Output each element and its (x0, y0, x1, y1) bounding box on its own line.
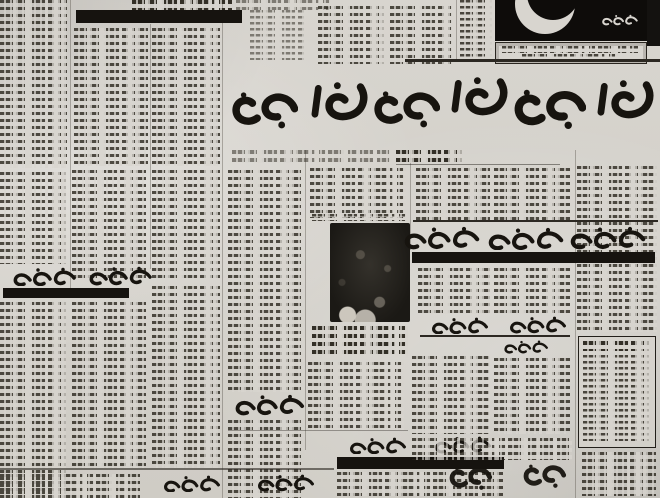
bottom-left-calligraphy (145, 474, 330, 492)
body-text-column (310, 168, 406, 218)
body-text-column (0, 0, 67, 168)
headline-underbar (3, 288, 129, 298)
main-headline-calligraphy (228, 62, 658, 148)
body-text-column (0, 172, 66, 264)
body-text-column (74, 28, 148, 166)
writ-headline (398, 226, 648, 250)
body-text-column (390, 6, 452, 64)
body-text-column (412, 438, 572, 460)
body-text-column (250, 10, 306, 60)
column-rule (222, 0, 223, 498)
signature-calligraphy (436, 462, 578, 490)
body-text-column (418, 268, 490, 314)
headline-underbar (412, 252, 655, 263)
body-text-column (412, 356, 490, 434)
writ-headline-calligraphy (398, 226, 648, 250)
body-text-column (416, 168, 490, 220)
writs-subline-calligraphy (420, 316, 575, 334)
boxed-article-headline (583, 341, 649, 351)
body-text-column (494, 358, 570, 434)
writs-subline (420, 316, 575, 334)
body-text-column (582, 452, 656, 496)
lead-line (232, 150, 390, 163)
body-text-column (228, 170, 301, 392)
signature-headline (436, 462, 578, 490)
photo-topline (312, 214, 406, 221)
column-rule (456, 0, 457, 62)
rule (228, 430, 408, 431)
rule (413, 220, 658, 222)
soviet-flags-headline (6, 266, 156, 286)
body-text-column (308, 362, 404, 430)
boxed-article (578, 336, 656, 448)
rule (0, 468, 334, 470)
bottom-left-headline (145, 474, 330, 492)
reversed-headline-bar (76, 10, 242, 23)
main-headline (228, 62, 658, 148)
column-rule (150, 24, 151, 269)
body-text-column (0, 302, 66, 496)
imprint-text (502, 46, 638, 53)
body-text-column (318, 6, 384, 64)
photo-caption (312, 326, 408, 358)
rule (420, 335, 570, 337)
body-text-column (0, 474, 140, 498)
body-text-column (494, 168, 570, 220)
rule (396, 164, 560, 165)
column-rule (575, 150, 576, 498)
column-rule (70, 0, 71, 295)
soviet-flags-calligraphy (6, 266, 156, 286)
boxed-kicker (492, 340, 558, 354)
body-text-column (72, 302, 146, 468)
kicker-line (132, 0, 232, 10)
page-edge-mark (647, 0, 660, 46)
body-text-column (494, 268, 570, 314)
boxed-article-text (583, 355, 649, 441)
masthead (495, 0, 647, 41)
dateline (396, 150, 462, 163)
balochistan-headline (224, 394, 312, 416)
body-text-column (152, 28, 220, 166)
balochistan-calligraphy (224, 394, 312, 416)
body-text-column (460, 0, 492, 62)
kicker-line (236, 0, 330, 10)
boxed-kicker-calligraphy (492, 340, 558, 354)
body-text-column (152, 286, 220, 468)
crescent-moon-icon (495, 0, 647, 41)
body-text-column (152, 170, 220, 282)
